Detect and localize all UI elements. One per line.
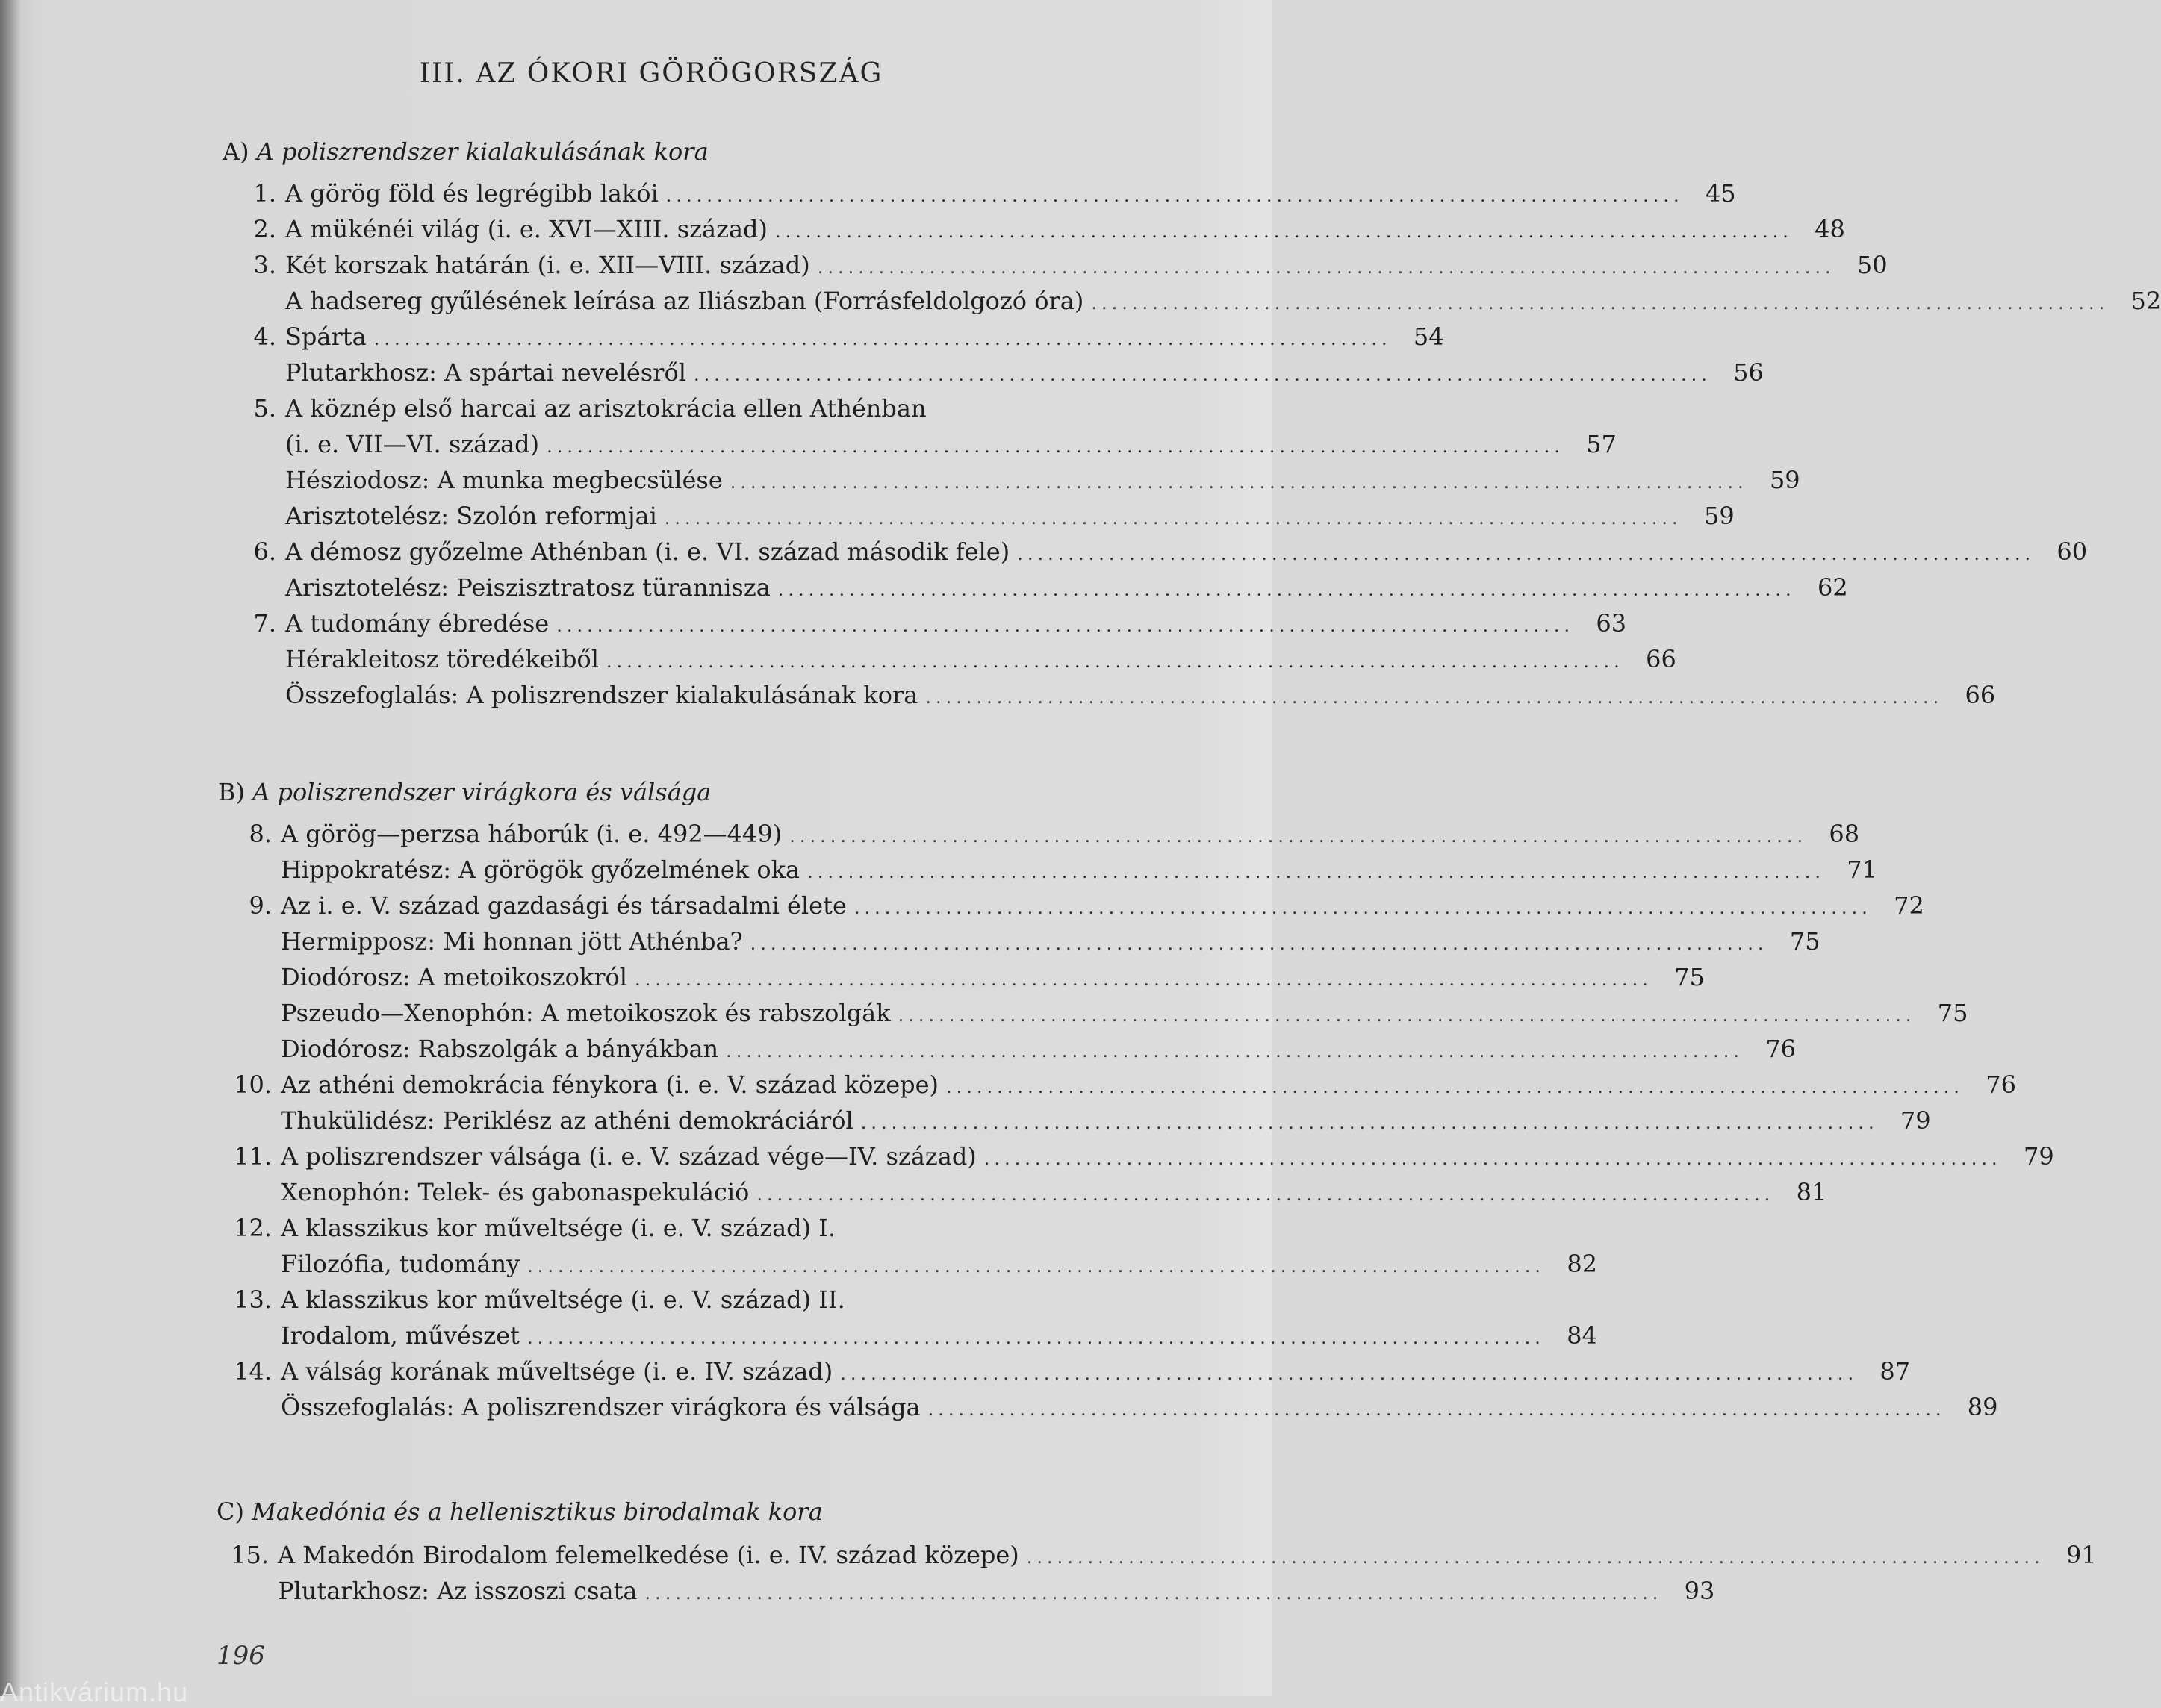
entry-title: A köznép első harcai az arisztokrácia ellen Athénban [285, 394, 927, 423]
entry-number: 13. [234, 1285, 272, 1314]
entry-title: Arisztotelész: Peiszisztratosz türannisza [285, 573, 771, 602]
entry-page: 82 [1567, 1250, 1598, 1278]
entry-title: Plutarkhosz: A spártai nevelésről [285, 358, 686, 387]
entry-number: 8. [249, 820, 272, 848]
entry-title: A hadsereg gyűlésének leírása az Iliászban (Forrásfeldolgozó óra) [285, 287, 1084, 315]
entry-number: 5. [253, 394, 276, 423]
toc-entry [224, 287, 2161, 320]
toc-entry [220, 1142, 2054, 1175]
section-letter: A) [223, 137, 249, 166]
entry-page: 54 [1413, 322, 1444, 351]
entry-page: 56 [1733, 358, 1764, 387]
toc-entry [220, 999, 1968, 1032]
leader-dots: .................................................................................................... [946, 1076, 1964, 1097]
leader-dots: .................................................................................................... [777, 579, 1796, 600]
entry-page: 76 [1986, 1070, 2016, 1099]
entry-title: Összefoglalás: A poliszrendszer kialakulásának kora [285, 681, 918, 709]
leader-dots: .................................................................................................... [750, 933, 1768, 954]
entry-title: Diodórosz: Rabszolgák a bányákban [281, 1035, 719, 1063]
entry-page: 76 [1765, 1035, 1797, 1063]
toc-entry [220, 820, 1860, 853]
entry-page: 45 [1705, 179, 1736, 208]
leader-dots: .................................................................................................... [817, 257, 1835, 278]
entry-page: 79 [1900, 1106, 1931, 1135]
entry-page: 71 [1847, 855, 1877, 884]
entry-number: 15. [231, 1541, 269, 1569]
entry-title: Az i. e. V. század gazdasági és társadalmi élete [281, 891, 847, 920]
entry-number: 10. [234, 1070, 272, 1099]
entry-page: 68 [1829, 820, 1860, 848]
section-name: A poliszrendszer virágkora és válsága [252, 778, 712, 806]
section-heading-b [218, 778, 711, 806]
leader-dots: .................................................................................................... [373, 328, 1392, 349]
entry-title: Filozófia, tudomány [281, 1250, 520, 1278]
leader-dots: .................................................................................................... [1026, 1547, 2045, 1568]
leader-dots: .................................................................................................... [756, 1184, 1775, 1205]
entry-title: Arisztotelész: Szolón reformjai [285, 502, 657, 530]
leader-dots: .................................................................................................... [547, 436, 1564, 457]
entry-number: 11. [234, 1142, 272, 1171]
entry-title: A Makedón Birodalom felemelkedése (i. e. IV. század közepe) [278, 1541, 1019, 1569]
entry-page: 59 [1769, 466, 1800, 494]
leader-dots: .................................................................................................... [789, 826, 1808, 847]
entry-number: 1. [253, 179, 276, 208]
entry-title: Hésziodosz: A munka megbecsülése [285, 466, 723, 494]
entry-page: 72 [1894, 891, 1924, 920]
entry-page: 91 [2065, 1541, 2097, 1569]
leader-dots: .................................................................................................... [925, 687, 1944, 708]
toc-entry [224, 215, 1845, 248]
entry-number: 3. [253, 251, 276, 279]
toc-entry [220, 1214, 1217, 1247]
entry-page: 93 [1684, 1577, 1715, 1605]
chapter-title: III. AZ ÓKORI GÖRÖGORSZÁG [419, 58, 883, 89]
toc-entry [224, 609, 1627, 642]
entry-title: Plutarkhosz: Az isszoszi csata [278, 1577, 638, 1605]
entry-page: 48 [1815, 215, 1845, 243]
entry-number: 14. [234, 1357, 272, 1386]
toc-entry [224, 358, 1764, 391]
toc-entry [217, 1577, 1715, 1609]
leader-dots: .................................................................................................... [927, 1399, 1946, 1420]
entry-title: A válság korának műveltsége (i. e. IV. század) [281, 1357, 833, 1386]
leader-dots: .................................................................................................... [840, 1363, 1859, 1384]
entry-page: 50 [1856, 251, 1888, 279]
leader-dots: .................................................................................................... [774, 221, 1793, 242]
entry-page: 87 [1879, 1357, 1911, 1386]
section-heading-c [217, 1497, 823, 1526]
toc-entry [224, 537, 2088, 570]
toc-entry [224, 322, 1444, 355]
leader-dots: .................................................................................................... [693, 364, 1711, 385]
entry-title: A görög föld és legrégibb lakói [285, 179, 659, 208]
toc-entry [224, 394, 1217, 427]
entry-page: 63 [1596, 609, 1627, 638]
leader-dots: .................................................................................................... [898, 1005, 1916, 1026]
leader-dots: .................................................................................................... [853, 897, 1872, 918]
entry-page: 60 [2056, 537, 2088, 566]
entry-number: 6. [253, 537, 276, 566]
entry-title: (i. e. VII—VI. század) [285, 430, 540, 458]
leader-dots: .................................................................................................... [635, 969, 1652, 990]
entry-page: 66 [1646, 645, 1676, 673]
entry-title: Spárta [285, 322, 367, 351]
entry-page: 66 [1965, 681, 1996, 709]
leader-dots: .................................................................................................... [606, 651, 1624, 672]
entry-title: A klasszikus kor műveltsége (i. e. V. század) I. [281, 1214, 836, 1242]
toc-entry [220, 1285, 1217, 1318]
toc-entry [220, 1070, 2016, 1103]
entry-page: 79 [2023, 1142, 2054, 1171]
entry-page: 84 [1567, 1321, 1597, 1350]
leader-dots: .................................................................................................... [1017, 543, 2036, 564]
toc-entry [224, 251, 1888, 284]
leader-dots: .................................................................................................... [556, 615, 1575, 636]
leader-dots: .................................................................................................... [665, 185, 1684, 206]
entry-title: Irodalom, művészet [281, 1321, 520, 1350]
section-heading-a [223, 137, 709, 166]
leader-dots: .................................................................................................... [1091, 293, 2109, 314]
toc-entry [220, 963, 1705, 996]
leader-dots: .................................................................................................... [807, 861, 1825, 882]
entry-title: Pszeudo—Xenophón: A metoikoszok és rabszolgák [281, 999, 891, 1027]
entry-page: 59 [1703, 502, 1735, 530]
entry-title: A mükénéi világ (i. e. XVI—XIII. század) [285, 215, 768, 243]
entry-page: 75 [1674, 963, 1705, 991]
entry-title: Hermipposz: Mi honnan jött Athénba? [281, 927, 743, 956]
leader-dots: .................................................................................................... [983, 1148, 2002, 1169]
toc-entry [220, 1321, 1597, 1354]
section-letter: B) [218, 778, 245, 806]
leader-dots: .................................................................................................... [860, 1112, 1879, 1133]
entry-number: 2. [253, 215, 276, 243]
toc-entry [224, 573, 1848, 606]
page-number: 196 [217, 1641, 265, 1671]
entry-page: 75 [1789, 927, 1820, 956]
entry-title: Hippokratész: A görögök győzelmének oka [281, 855, 800, 884]
leader-dots: .................................................................................................... [527, 1256, 1546, 1277]
entry-title: A poliszrendszer válsága (i. e. V. század vége—IV. század) [281, 1142, 977, 1171]
entry-title: Hérakleitosz töredékeiből [285, 645, 599, 673]
toc-entry [220, 927, 1820, 960]
entry-number: 7. [253, 609, 276, 638]
entry-title: Összefoglalás: A poliszrendszer virágkora és válsága [281, 1393, 921, 1421]
entry-title: A tudomány ébredése [285, 609, 550, 638]
toc-entry [220, 1106, 1931, 1139]
toc-entry [224, 466, 1800, 499]
section-name: A poliszrendszer kialakulásának kora [256, 137, 709, 166]
entry-title: Thukülidész: Periklész az athéni demokráciáról [281, 1106, 853, 1135]
toc-entry [220, 1357, 1911, 1390]
toc-entry [224, 430, 1617, 463]
entry-number: 9. [249, 891, 272, 920]
toc-entry [224, 645, 1676, 678]
watermark: Antikvárium.hu [0, 1677, 189, 1707]
entry-title: A démosz győzelme Athénban (i. e. VI. század második fele) [285, 537, 1010, 566]
leader-dots: .................................................................................................... [664, 508, 1682, 529]
toc-entry [220, 1035, 1797, 1068]
section-name: Makedónia és a hellenisztikus birodalmak kora [252, 1497, 823, 1526]
entry-title: Diodórosz: A metoikoszokról [281, 963, 628, 991]
toc-entry [220, 1393, 1998, 1426]
leader-dots: .................................................................................................... [527, 1327, 1545, 1348]
toc-entry [217, 1541, 2097, 1574]
toc-entry [224, 179, 1736, 212]
toc-entry [220, 1178, 1827, 1211]
entry-page: 57 [1586, 430, 1617, 458]
toc-entry [220, 891, 1924, 924]
section-letter: C) [217, 1497, 244, 1526]
entry-title: Az athéni demokrácia fénykora (i. e. V. század közepe) [281, 1070, 939, 1099]
entry-title: Két korszak határán (i. e. XII—VIII. század) [285, 251, 810, 279]
entry-page: 75 [1937, 999, 1968, 1027]
toc-entry [224, 502, 1735, 534]
toc-entry [220, 1250, 1598, 1282]
entry-page: 89 [1967, 1393, 1998, 1421]
entry-number: 4. [253, 322, 276, 351]
entry-page: 81 [1796, 1178, 1827, 1206]
entry-number: 12. [234, 1214, 272, 1242]
entry-title: Xenophón: Telek- és gabonaspekuláció [281, 1178, 750, 1206]
entry-page: 62 [1817, 573, 1848, 602]
leader-dots: .................................................................................................... [730, 472, 1748, 493]
leader-dots: .................................................................................................... [644, 1583, 1663, 1603]
entry-title: A klasszikus kor műveltsége (i. e. V. század) II. [281, 1285, 845, 1314]
leader-dots: .................................................................................................... [726, 1041, 1744, 1062]
entry-title: A görög—perzsa háborúk (i. e. 492—449) [281, 820, 783, 848]
entry-page: 52 [2130, 287, 2161, 315]
toc-entry [224, 681, 1996, 714]
toc-entry [220, 855, 1877, 888]
